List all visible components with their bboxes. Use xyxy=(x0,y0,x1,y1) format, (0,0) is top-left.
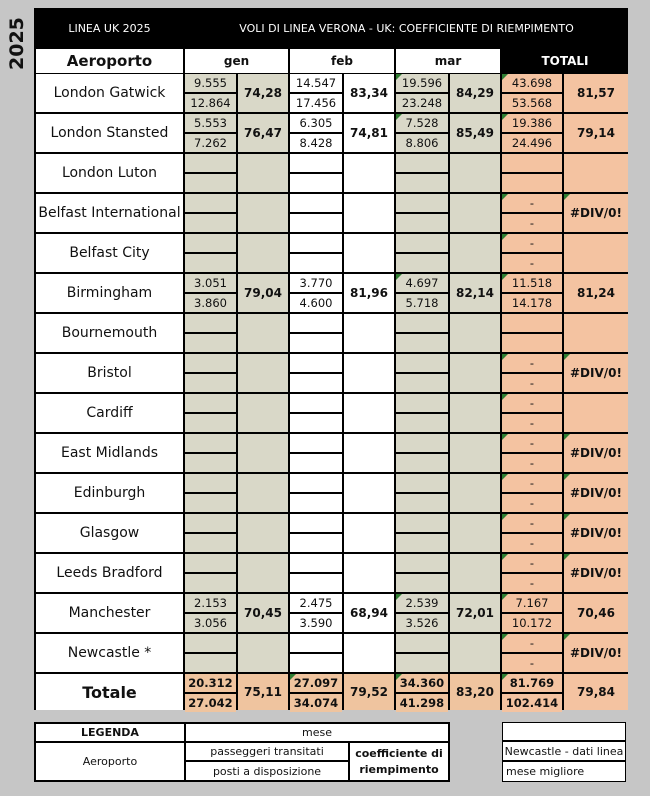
col-header-totals: TOTALI xyxy=(502,49,628,73)
legend-notes xyxy=(502,722,626,782)
mar-load-factor-cell: 72,01 xyxy=(450,594,500,632)
comment-marker-icon xyxy=(502,274,508,280)
total-tot-passengers-cell: 81.769 xyxy=(502,674,562,692)
feb-passengers-cell xyxy=(290,474,342,492)
mar-passengers-cell xyxy=(396,434,448,452)
gen-seats-cell xyxy=(185,414,236,432)
legend-title: LEGENDA xyxy=(36,724,184,741)
total-tot-load-factor-cell: 79,84 xyxy=(564,674,628,710)
comment-marker-icon xyxy=(564,354,570,360)
comment-marker-icon xyxy=(502,474,508,480)
gen-passengers-cell xyxy=(185,194,236,212)
feb-passengers-cell xyxy=(290,554,342,572)
best-month-marker-icon xyxy=(396,594,402,600)
feb-load-factor-cell: 74,81 xyxy=(344,114,394,152)
mar-passengers-cell: 4.697 xyxy=(396,274,448,292)
mar-seats-cell xyxy=(396,174,448,192)
legend-passeggeri: passeggeri transitati xyxy=(186,743,348,760)
col-header-feb: feb xyxy=(290,49,394,73)
mar-passengers-cell xyxy=(396,634,448,652)
total-mar-load-factor-cell: 83,20 xyxy=(450,674,500,710)
airport-name: London Stansted xyxy=(36,114,183,152)
mar-seats-cell xyxy=(396,454,448,472)
tot-passengers-cell: - xyxy=(502,394,562,412)
mar-seats-cell xyxy=(396,374,448,392)
comment-marker-icon xyxy=(502,514,508,520)
mar-passengers-cell: 19.596 xyxy=(396,74,448,92)
tot-seats-cell xyxy=(502,334,562,352)
feb-load-factor-cell: 81,96 xyxy=(344,274,394,312)
tot-passengers-cell xyxy=(502,154,562,172)
mar-passengers-cell xyxy=(396,354,448,372)
tot-load-factor-cell xyxy=(564,394,628,432)
feb-seats-cell xyxy=(290,414,342,432)
mar-load-factor-cell xyxy=(450,554,500,592)
tot-seats-cell: - xyxy=(502,254,562,272)
tot-seats-cell: - xyxy=(502,414,562,432)
tot-load-factor-cell: #DIV/0! xyxy=(564,434,628,472)
feb-seats-cell: 4.600 xyxy=(290,294,342,312)
feb-load-factor-cell xyxy=(344,634,394,672)
header-main-title: VOLI DI LINEA VERONA - UK: COEFFICIENTE DI RIEMPIMENTO xyxy=(185,8,628,48)
gen-seats-cell xyxy=(185,534,236,552)
feb-passengers-cell xyxy=(290,234,342,252)
feb-load-factor-cell: 83,34 xyxy=(344,74,394,112)
feb-load-factor-cell xyxy=(344,234,394,272)
col-header-gen: gen xyxy=(185,49,288,73)
tot-passengers-cell: 7.167 xyxy=(502,594,562,612)
gen-seats-cell xyxy=(185,374,236,392)
feb-load-factor-cell xyxy=(344,314,394,352)
total-feb-passengers-cell: 27.097 xyxy=(290,674,342,692)
comment-marker-icon xyxy=(564,554,570,560)
mar-passengers-cell xyxy=(396,194,448,212)
airport-name: Cardiff xyxy=(36,394,183,432)
tot-passengers-cell: - xyxy=(502,554,562,572)
feb-load-factor-cell xyxy=(344,394,394,432)
airport-name: Glasgow xyxy=(36,514,183,552)
airport-name: Newcastle * xyxy=(36,634,183,672)
feb-seats-cell xyxy=(290,174,342,192)
tot-passengers-cell: - xyxy=(502,434,562,452)
legend-aeroporto: Aeroporto xyxy=(36,743,184,780)
feb-seats-cell xyxy=(290,654,342,672)
gen-passengers-cell xyxy=(185,434,236,452)
feb-load-factor-cell xyxy=(344,554,394,592)
tot-passengers-cell: - xyxy=(502,194,562,212)
tot-seats-cell: - xyxy=(502,574,562,592)
mar-seats-cell: 23.248 xyxy=(396,94,448,112)
feb-seats-cell: 3.590 xyxy=(290,614,342,632)
feb-load-factor-cell: 68,94 xyxy=(344,594,394,632)
mar-load-factor-cell xyxy=(450,634,500,672)
gen-passengers-cell xyxy=(185,234,236,252)
mar-passengers-cell xyxy=(396,154,448,172)
feb-seats-cell xyxy=(290,334,342,352)
gen-passengers-cell xyxy=(185,314,236,332)
feb-load-factor-cell xyxy=(344,474,394,512)
mar-load-factor-cell xyxy=(450,514,500,552)
feb-load-factor-cell xyxy=(344,434,394,472)
gen-load-factor-cell: 70,45 xyxy=(238,594,288,632)
tot-load-factor-cell: #DIV/0! xyxy=(564,354,628,392)
feb-passengers-cell: 2.475 xyxy=(290,594,342,612)
mar-seats-cell xyxy=(396,334,448,352)
legend-posti: posti a disposizione xyxy=(186,762,348,780)
feb-passengers-cell xyxy=(290,634,342,652)
gen-load-factor-cell xyxy=(238,634,288,672)
gen-seats-cell: 3.056 xyxy=(185,614,236,632)
mar-load-factor-cell xyxy=(450,354,500,392)
gen-load-factor-cell xyxy=(238,434,288,472)
comment-marker-icon xyxy=(564,194,570,200)
mar-passengers-cell xyxy=(396,514,448,532)
gen-passengers-cell xyxy=(185,354,236,372)
total-mar-passengers-cell: 34.360 xyxy=(396,674,448,692)
best-month-marker-icon xyxy=(396,674,402,680)
gen-load-factor-cell xyxy=(238,354,288,392)
tot-seats-cell: 10.172 xyxy=(502,614,562,632)
tot-passengers-cell: - xyxy=(502,234,562,252)
tot-passengers-cell: - xyxy=(502,474,562,492)
mar-passengers-cell xyxy=(396,314,448,332)
gen-passengers-cell xyxy=(185,154,236,172)
tot-load-factor-cell: #DIV/0! xyxy=(564,634,628,672)
feb-passengers-cell: 3.770 xyxy=(290,274,342,292)
total-feb-load-factor-cell: 79,52 xyxy=(344,674,394,710)
tot-seats-cell: - xyxy=(502,654,562,672)
tot-seats-cell xyxy=(502,174,562,192)
tot-passengers-cell: 11.518 xyxy=(502,274,562,292)
mar-load-factor-cell: 82,14 xyxy=(450,274,500,312)
tot-passengers-cell: - xyxy=(502,634,562,652)
tot-load-factor-cell xyxy=(564,154,628,192)
legend-note-newcastle: Newcastle - dati linea xyxy=(503,742,625,760)
col-header-airport: Aeroporto xyxy=(36,49,183,73)
legend-coefficiente: coefficiente di riempimento xyxy=(350,743,448,780)
feb-passengers-cell xyxy=(290,194,342,212)
tot-passengers-cell: - xyxy=(502,514,562,532)
feb-seats-cell: 17.456 xyxy=(290,94,342,112)
airport-name: London Gatwick xyxy=(36,74,183,112)
airport-name: Edinburgh xyxy=(36,474,183,512)
best-month-marker-icon xyxy=(396,114,402,120)
mar-seats-cell xyxy=(396,534,448,552)
tot-seats-cell: - xyxy=(502,214,562,232)
mar-seats-cell xyxy=(396,574,448,592)
tot-seats-cell: 24.496 xyxy=(502,134,562,152)
tot-load-factor-cell xyxy=(564,234,628,272)
comment-marker-icon xyxy=(502,234,508,240)
comment-marker-icon xyxy=(502,554,508,560)
tot-seats-cell: - xyxy=(502,534,562,552)
mar-seats-cell xyxy=(396,214,448,232)
gen-seats-cell: 12.864 xyxy=(185,94,236,112)
tot-passengers-cell: 43.698 xyxy=(502,74,562,92)
gen-load-factor-cell: 79,04 xyxy=(238,274,288,312)
year-label: 2025 xyxy=(6,17,28,71)
gen-passengers-cell xyxy=(185,554,236,572)
total-gen-load-factor-cell: 75,11 xyxy=(238,674,288,710)
tot-passengers-cell: - xyxy=(502,354,562,372)
legend xyxy=(34,722,450,782)
gen-load-factor-cell: 74,28 xyxy=(238,74,288,112)
tot-load-factor-cell xyxy=(564,314,628,352)
tot-passengers-cell: 19.386 xyxy=(502,114,562,132)
feb-seats-cell xyxy=(290,494,342,512)
gen-seats-cell: 3.860 xyxy=(185,294,236,312)
mar-passengers-cell: 7.528 xyxy=(396,114,448,132)
tot-passengers-cell xyxy=(502,314,562,332)
best-month-marker-icon xyxy=(290,674,296,680)
gen-passengers-cell: 3.051 xyxy=(185,274,236,292)
comment-marker-icon xyxy=(564,434,570,440)
total-gen-seats-cell: 27.042 xyxy=(185,694,236,712)
legend-note-empty xyxy=(503,723,625,740)
comment-marker-icon xyxy=(502,354,508,360)
total-tot-seats-cell: 102.414 xyxy=(502,694,562,712)
mar-seats-cell xyxy=(396,654,448,672)
comment-marker-icon xyxy=(502,394,508,400)
comment-marker-icon xyxy=(502,594,508,600)
gen-passengers-cell: 9.555 xyxy=(185,74,236,92)
feb-seats-cell xyxy=(290,214,342,232)
gen-seats-cell xyxy=(185,574,236,592)
comment-marker-icon xyxy=(502,674,508,680)
feb-seats-cell xyxy=(290,374,342,392)
gen-load-factor-cell xyxy=(238,554,288,592)
comment-marker-icon xyxy=(502,194,508,200)
comment-marker-icon xyxy=(564,514,570,520)
mar-seats-cell xyxy=(396,254,448,272)
mar-passengers-cell xyxy=(396,394,448,412)
comment-marker-icon xyxy=(502,434,508,440)
gen-load-factor-cell xyxy=(238,474,288,512)
gen-passengers-cell xyxy=(185,474,236,492)
legend-mese: mese xyxy=(186,724,448,741)
airport-name: East Midlands xyxy=(36,434,183,472)
feb-load-factor-cell xyxy=(344,154,394,192)
total-mar-seats-cell: 41.298 xyxy=(396,694,448,712)
tot-seats-cell: 14.178 xyxy=(502,294,562,312)
tot-seats-cell: 53.568 xyxy=(502,94,562,112)
airport-name: Leeds Bradford xyxy=(36,554,183,592)
tot-seats-cell: - xyxy=(502,454,562,472)
tot-load-factor-cell: 79,14 xyxy=(564,114,628,152)
gen-load-factor-cell xyxy=(238,514,288,552)
mar-load-factor-cell xyxy=(450,194,500,232)
gen-seats-cell xyxy=(185,214,236,232)
feb-load-factor-cell xyxy=(344,514,394,552)
mar-load-factor-cell xyxy=(450,314,500,352)
gen-passengers-cell: 2.153 xyxy=(185,594,236,612)
total-gen-passengers-cell: 20.312 xyxy=(185,674,236,692)
mar-seats-cell: 5.718 xyxy=(396,294,448,312)
airport-name: Bristol xyxy=(36,354,183,392)
mar-passengers-cell xyxy=(396,554,448,572)
feb-passengers-cell xyxy=(290,434,342,452)
airport-name: Belfast International xyxy=(36,194,183,232)
feb-passengers-cell xyxy=(290,154,342,172)
gen-load-factor-cell: 76,47 xyxy=(238,114,288,152)
mar-passengers-cell xyxy=(396,474,448,492)
mar-seats-cell: 3.526 xyxy=(396,614,448,632)
mar-load-factor-cell xyxy=(450,394,500,432)
feb-passengers-cell xyxy=(290,354,342,372)
tot-load-factor-cell: #DIV/0! xyxy=(564,194,628,232)
comment-marker-icon xyxy=(502,634,508,640)
gen-load-factor-cell xyxy=(238,314,288,352)
mar-seats-cell xyxy=(396,414,448,432)
feb-passengers-cell: 14.547 xyxy=(290,74,342,92)
feb-seats-cell: 8.428 xyxy=(290,134,342,152)
tot-load-factor-cell: #DIV/0! xyxy=(564,554,628,592)
header-left-title: LINEA UK 2025 xyxy=(36,8,183,48)
feb-seats-cell xyxy=(290,534,342,552)
tot-load-factor-cell: #DIV/0! xyxy=(564,474,628,512)
best-month-marker-icon xyxy=(396,74,402,80)
gen-load-factor-cell xyxy=(238,154,288,192)
feb-seats-cell xyxy=(290,454,342,472)
total-row-label: Totale xyxy=(36,674,183,710)
tot-load-factor-cell: #DIV/0! xyxy=(564,514,628,552)
airport-name: Manchester xyxy=(36,594,183,632)
airport-name: Birmingham xyxy=(36,274,183,312)
load-factor-table xyxy=(34,8,628,710)
feb-passengers-cell xyxy=(290,394,342,412)
gen-seats-cell xyxy=(185,654,236,672)
gen-seats-cell xyxy=(185,454,236,472)
gen-passengers-cell: 5.553 xyxy=(185,114,236,132)
feb-seats-cell xyxy=(290,574,342,592)
feb-load-factor-cell xyxy=(344,354,394,392)
comment-marker-icon xyxy=(564,474,570,480)
mar-load-factor-cell xyxy=(450,234,500,272)
feb-passengers-cell xyxy=(290,514,342,532)
mar-load-factor-cell xyxy=(450,434,500,472)
comment-marker-icon xyxy=(564,634,570,640)
total-feb-seats-cell: 34.074 xyxy=(290,694,342,712)
feb-seats-cell xyxy=(290,254,342,272)
mar-load-factor-cell xyxy=(450,154,500,192)
tot-load-factor-cell: 81,24 xyxy=(564,274,628,312)
col-header-mar: mar xyxy=(396,49,500,73)
gen-seats-cell xyxy=(185,334,236,352)
feb-passengers-cell: 6.305 xyxy=(290,114,342,132)
gen-seats-cell xyxy=(185,254,236,272)
mar-load-factor-cell: 85,49 xyxy=(450,114,500,152)
gen-passengers-cell xyxy=(185,394,236,412)
gen-passengers-cell xyxy=(185,514,236,532)
gen-load-factor-cell xyxy=(238,394,288,432)
tot-seats-cell: - xyxy=(502,494,562,512)
mar-seats-cell xyxy=(396,494,448,512)
mar-load-factor-cell xyxy=(450,474,500,512)
tot-load-factor-cell: 70,46 xyxy=(564,594,628,632)
airport-name: London Luton xyxy=(36,154,183,192)
mar-passengers-cell xyxy=(396,234,448,252)
tot-load-factor-cell: 81,57 xyxy=(564,74,628,112)
feb-passengers-cell xyxy=(290,314,342,332)
mar-load-factor-cell: 84,29 xyxy=(450,74,500,112)
mar-passengers-cell: 2.539 xyxy=(396,594,448,612)
gen-load-factor-cell xyxy=(238,194,288,232)
gen-seats-cell: 7.262 xyxy=(185,134,236,152)
gen-seats-cell xyxy=(185,494,236,512)
gen-passengers-cell xyxy=(185,634,236,652)
gen-load-factor-cell xyxy=(238,234,288,272)
comment-marker-icon xyxy=(502,74,508,80)
tot-seats-cell: - xyxy=(502,374,562,392)
mar-seats-cell: 8.806 xyxy=(396,134,448,152)
legend-note-best: mese migliore xyxy=(503,762,625,781)
comment-marker-icon xyxy=(502,114,508,120)
airport-name: Belfast City xyxy=(36,234,183,272)
gen-seats-cell xyxy=(185,174,236,192)
airport-name: Bournemouth xyxy=(36,314,183,352)
best-month-marker-icon xyxy=(396,274,402,280)
feb-load-factor-cell xyxy=(344,194,394,232)
